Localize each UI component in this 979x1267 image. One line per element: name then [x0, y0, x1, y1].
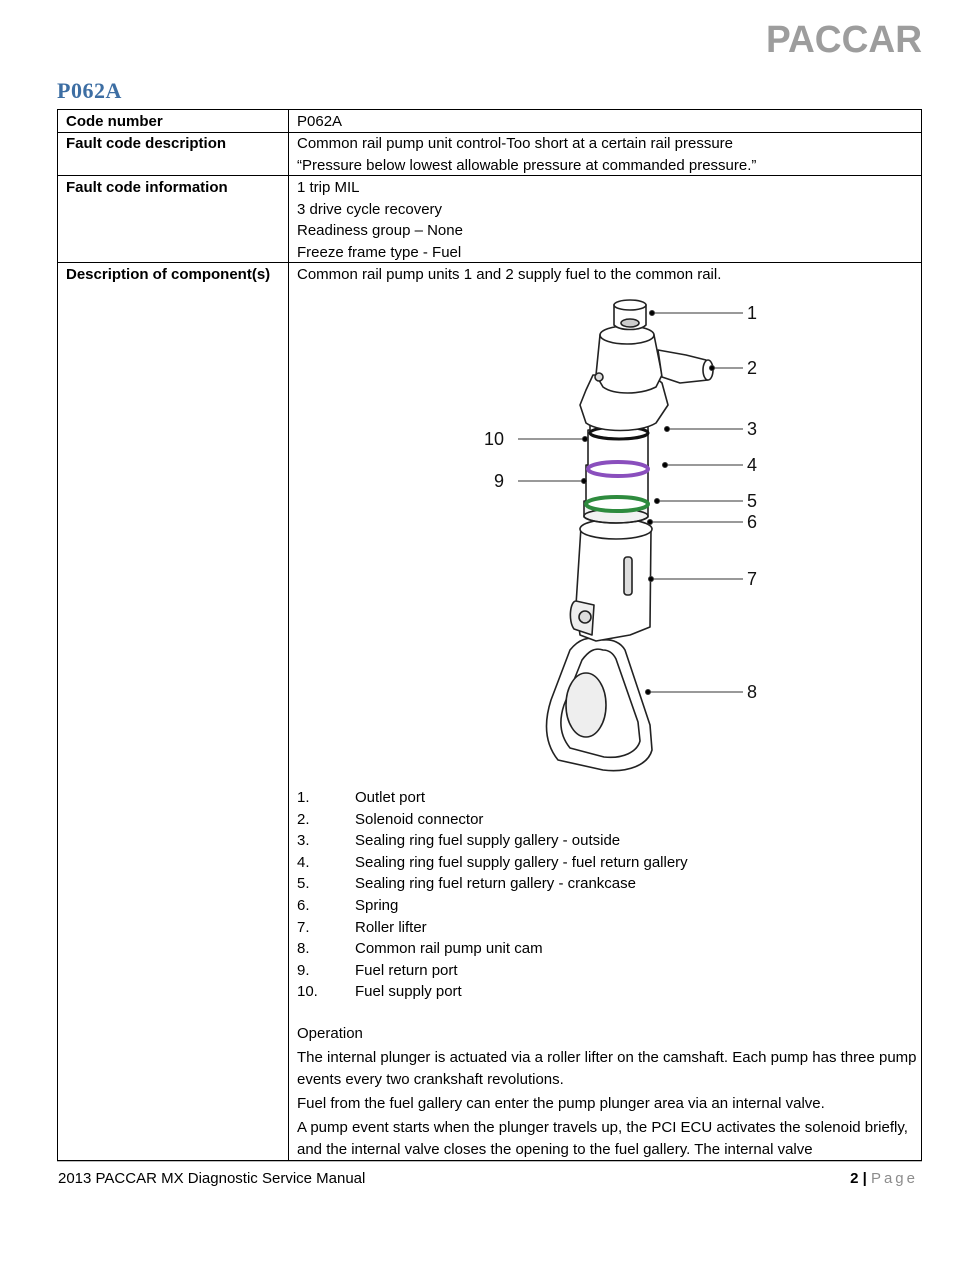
list-item: 7. Roller lifter [297, 918, 427, 936]
list-item: 5. Sealing ring fuel return gallery - crankcase [297, 875, 636, 893]
paccar-logo [766, 18, 924, 61]
callout-5: 5 [747, 491, 758, 511]
operation-paragraph: A pump event starts when the plunger travels up, the PCI ECU activates the solenoid briefly, and the internal valve closes the opening to the fuel gallery. The internal valve [297, 1119, 908, 1158]
list-item: 10. Fuel supply port [297, 983, 462, 1001]
callout-2: 2 [747, 358, 758, 378]
row-label-fault-information: Fault code information [66, 179, 228, 196]
list-item: 9. Fuel return port [297, 961, 458, 979]
footer-manual-title: 2013 PACCAR MX Diagnostic Service Manual [58, 1170, 366, 1187]
operation-paragraph: The internal plunger is actuated via a roller lifter on the camshaft. Each pump has three pump events every two crankshaft revolutions. [297, 1049, 917, 1088]
callout-7: 7 [747, 569, 758, 589]
pump-unit-diagram [418, 303, 758, 785]
page-footer [57, 1161, 922, 1192]
list-item: 8. Common rail pump unit cam [297, 940, 543, 958]
callout-10: 10 [484, 429, 505, 449]
callout-1: 1 [747, 303, 758, 323]
logo-text: PACCAR [766, 19, 922, 61]
callout-4: 4 [747, 455, 758, 475]
fault-code-table [57, 109, 922, 1161]
component-legend [297, 787, 688, 1003]
list-item: 6. Spring [297, 896, 399, 914]
list-item: 2. Solenoid connector [297, 810, 484, 828]
operation-section [297, 1023, 917, 1163]
list-item: 3. Sealing ring fuel supply gallery - outside [297, 832, 621, 850]
callout-6: 6 [747, 512, 758, 532]
operation-heading: Operation [297, 1025, 363, 1042]
page-number: 2 [850, 1170, 859, 1187]
row-value-fault-description: Common rail pump unit control-Too short at a certain rail pressure “Pressure below lowest allowable pressure at commanded pressure.” [297, 135, 757, 174]
footer-page-indicator: 2 | Page [850, 1170, 918, 1187]
list-item: 4. Sealing ring fuel supply gallery - fuel return gallery [297, 853, 688, 871]
callout-3: 3 [747, 419, 758, 439]
row-label-fault-description: Fault code description [66, 135, 227, 152]
row-value-component-description: Common rail pump units 1 and 2 supply fuel to the common rail. [297, 266, 722, 283]
row-label-code-number: Code number [66, 113, 163, 130]
row-value-fault-information: 1 trip MIL 3 drive cycle recovery Readiness group – None Freeze frame type - Fuel [297, 179, 463, 261]
list-item: 1. Outlet port [297, 789, 426, 806]
callout-8: 8 [747, 682, 758, 702]
row-value-code-number: P062A [297, 113, 343, 130]
page-title: P062A [57, 78, 122, 103]
operation-paragraph: Fuel from the fuel gallery can enter the pump plunger area via an internal valve. [297, 1095, 825, 1112]
row-label-component-description: Description of component(s) [66, 266, 271, 283]
callout-9: 9 [494, 471, 505, 491]
